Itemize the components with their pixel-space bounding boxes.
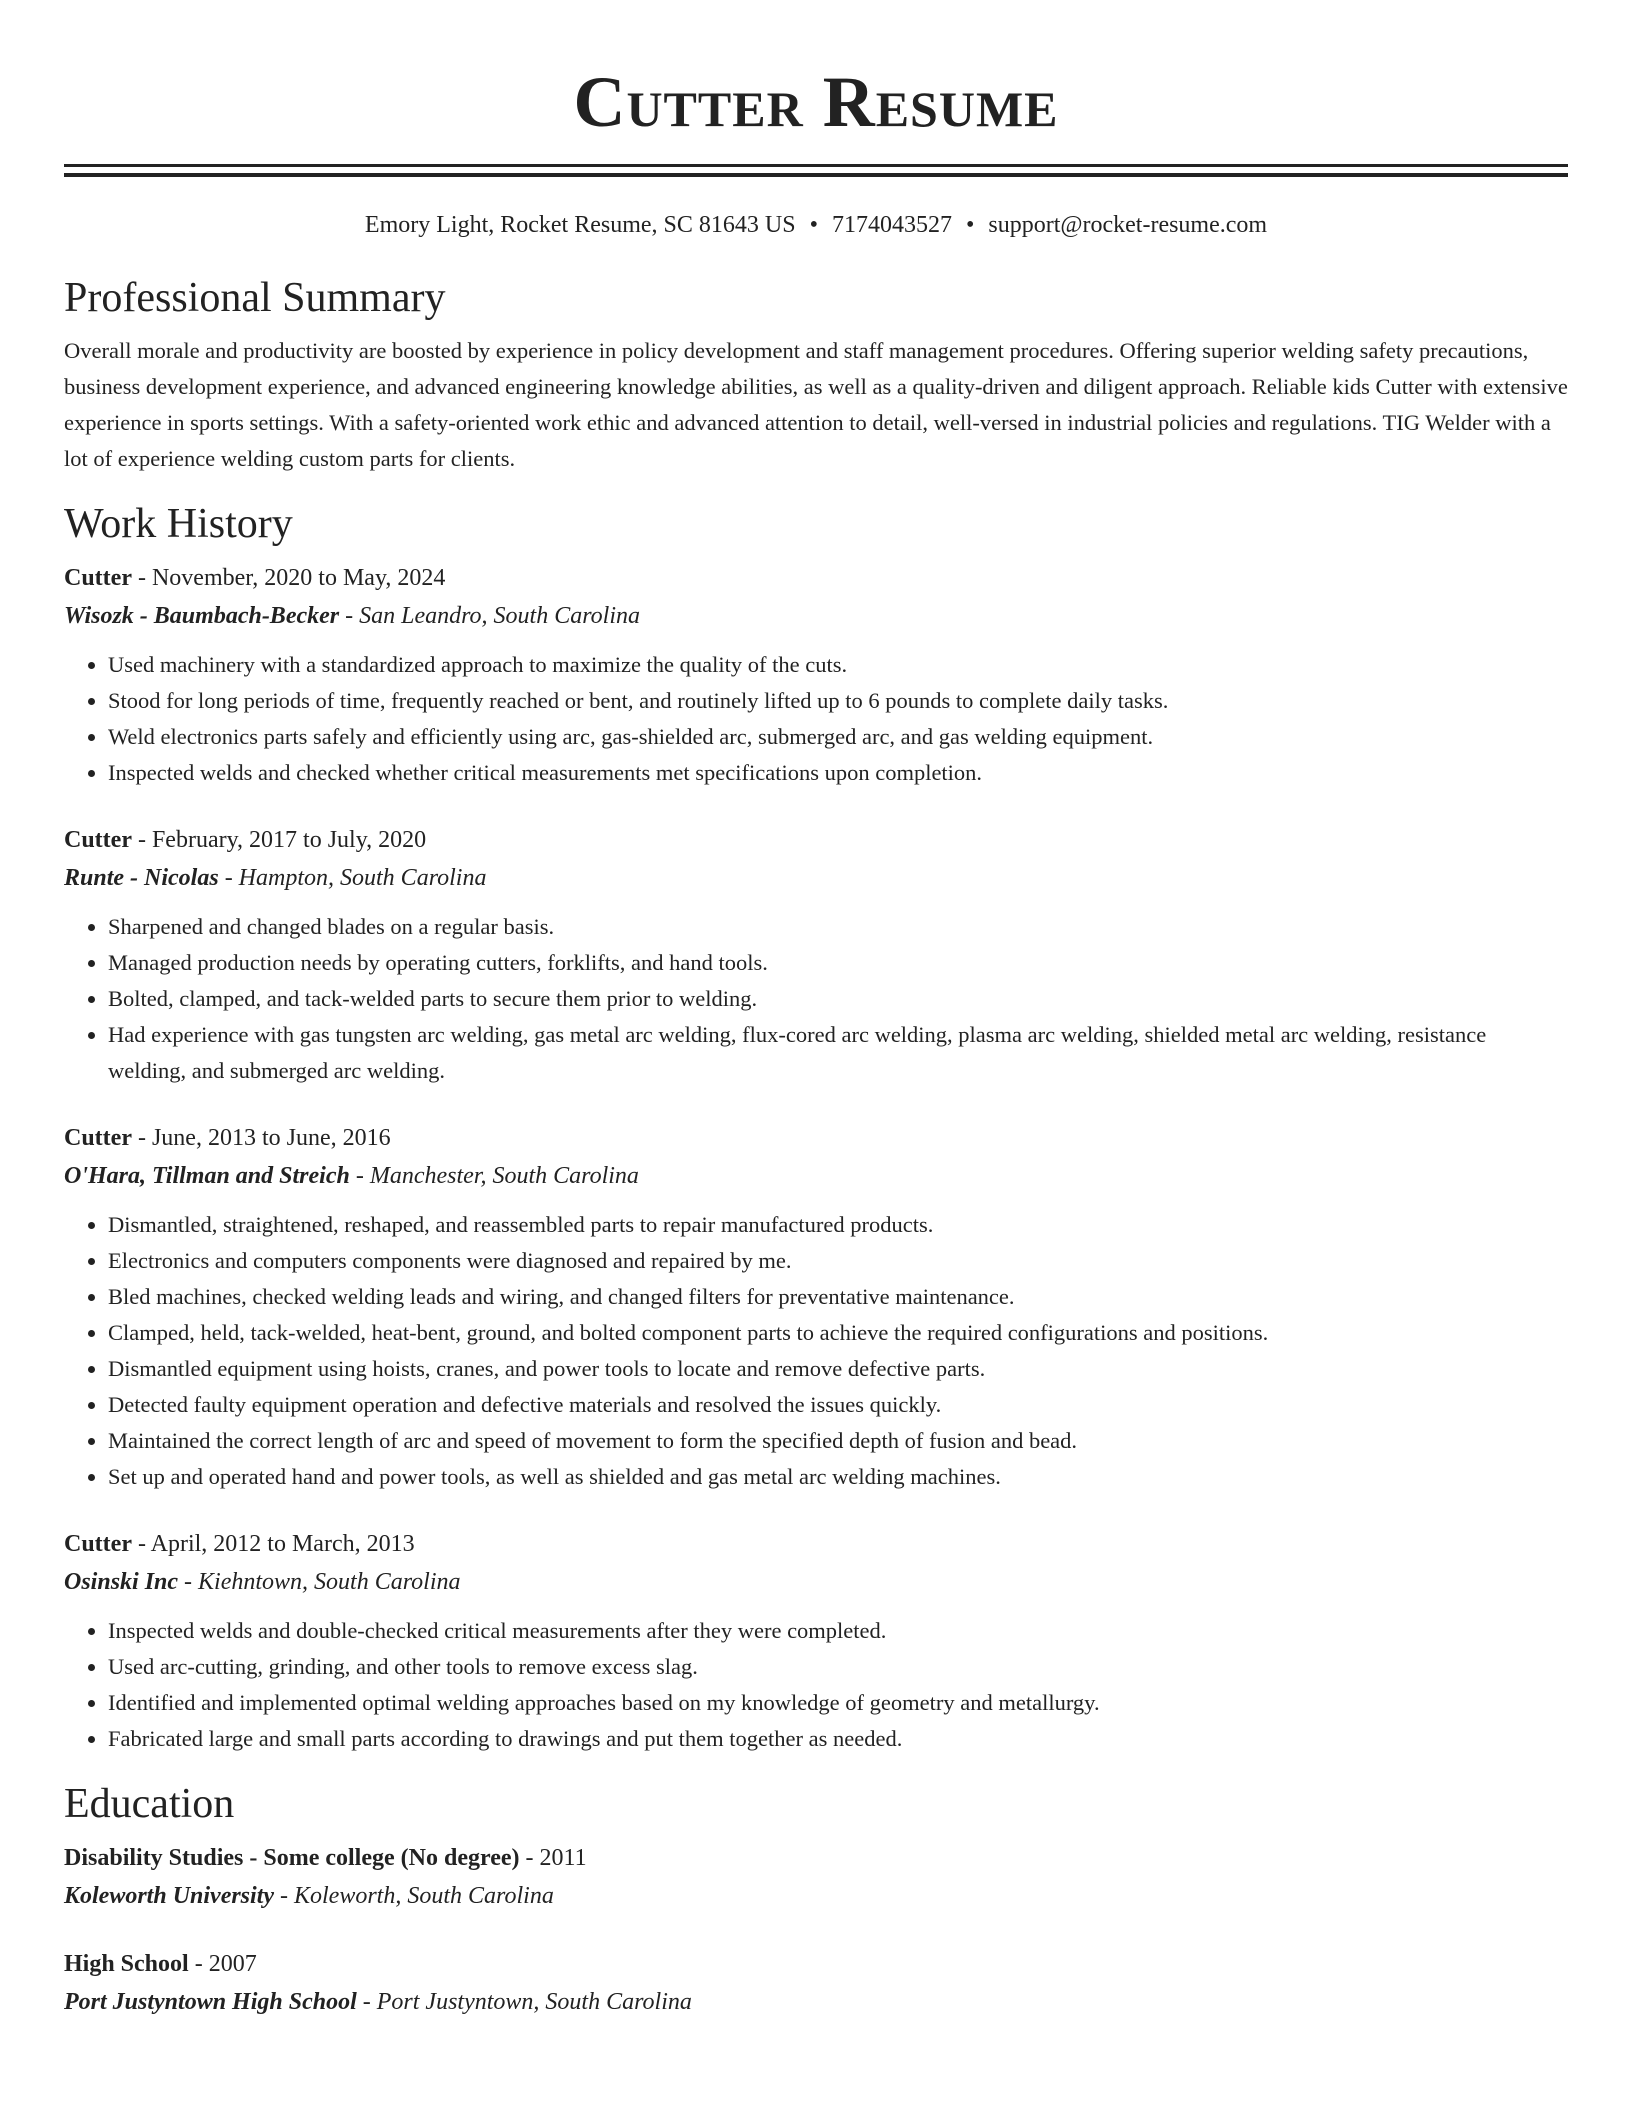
job-bullets [64, 909, 1568, 1089]
job-bullets [64, 1207, 1568, 1495]
job-bullet: • Maintained the correct length of arc and speed of movement to form the specified depth of fusion and bead. [108, 1423, 1568, 1459]
education-entry [64, 1839, 1568, 1915]
job-entry [64, 821, 1568, 1089]
education-degree-line [64, 1839, 1568, 1877]
education-school-line [64, 1877, 1568, 1915]
job-company-line [64, 859, 1568, 897]
work-history-heading: Work History [64, 501, 293, 547]
job-dates: - April, 2012 to March, 2013 [131, 1531, 415, 1557]
job-location: - Manchester, South Carolina [349, 1163, 639, 1189]
education-school-line [64, 1983, 1568, 2021]
job-bullet: • Inspected welds and checked whether critical measurements met specifications upon completion. [108, 755, 1568, 791]
education-year: - 2007 [188, 1951, 257, 1977]
summary-text: Overall morale and productivity are boosted by experience in policy development and staff management procedures. Offering superior welding safety precautions, business development experience, and advanced engineering knowledge abilities, as well as a quality-driven and diligent approach. Reliable kids Cutter with extensive experience in sports settings. With a safety-oriented work ethic and advanced attention to detail, well-versed in industrial policies and regulations. TIG Welder with a lot of experience welding custom parts for clients. [64, 338, 1568, 471]
resume-title: Cutter Resume [573, 62, 1059, 142]
job-bullet: • Set up and operated hand and power tools, as well as shielded and gas metal arc welding machines. [108, 1459, 1568, 1495]
job-company-line [64, 597, 1568, 635]
job-bullet: • Bolted, clamped, and tack-welded parts to secure them prior to welding. [108, 981, 1568, 1017]
job-bullet: • Clamped, held, tack-welded, heat-bent, ground, and bolted component parts to achieve the required configurations and positions. [108, 1315, 1568, 1351]
job-bullet: • Sharpened and changed blades on a regular basis. [108, 909, 1568, 945]
job-title: Cutter [64, 1125, 132, 1151]
job-company: Runte - Nicolas [64, 865, 219, 891]
education-heading: Education [64, 1781, 235, 1827]
job-company: Osinski Inc [64, 1569, 179, 1595]
job-entry [64, 1119, 1568, 1495]
job-bullet: • Detected faulty equipment operation and defective materials and resolved the issues quickly. [108, 1387, 1568, 1423]
job-bullet: • Dismantled equipment using hoists, cranes, and power tools to locate and remove defective parts. [108, 1351, 1568, 1387]
job-company: O'Hara, Tillman and Streich [64, 1163, 350, 1189]
job-bullet: • Used machinery with a standardized approach to maximize the quality of the cuts. [108, 647, 1568, 683]
education-location: - Koleworth, South Carolina [274, 1883, 554, 1909]
job-entry [64, 1525, 1568, 1757]
resume-page [64, 0, 1568, 2021]
job-location: - San Leandro, South Carolina [339, 603, 641, 629]
job-bullet: • Used arc-cutting, grinding, and other tools to remove excess slag. [108, 1649, 1568, 1685]
education-year: - 2011 [519, 1845, 587, 1871]
title-rule-bottom [64, 173, 1568, 177]
education-entry [64, 1945, 1568, 2021]
job-bullet: • Inspected welds and double-checked critical measurements after they were completed. [108, 1613, 1568, 1649]
job-bullet: • Managed production needs by operating cutters, forklifts, and hand tools. [108, 945, 1568, 981]
job-bullet: • Dismantled, straightened, reshaped, and reassembled parts to repair manufactured products. [108, 1207, 1568, 1243]
job-bullet: • Bled machines, checked welding leads and wiring, and changed filters for preventative maintenance. [108, 1279, 1568, 1315]
job-title-line [64, 1119, 1568, 1157]
contact-email: support@rocket-resume.com [988, 212, 1268, 238]
contact-phone: 7174043527 [831, 212, 952, 238]
job-bullet: • Weld electronics parts safely and efficiently using arc, gas-shielded arc, submerged arc, and gas welding equipment. [108, 719, 1568, 755]
contact-separator: • [965, 212, 975, 238]
education-school: Koleworth University [64, 1883, 275, 1909]
job-dates: - November, 2020 to May, 2024 [131, 565, 446, 591]
job-company-line [64, 1563, 1568, 1601]
contact-separator: • [809, 212, 818, 238]
job-company-line [64, 1157, 1568, 1195]
job-bullets [64, 647, 1568, 791]
title-rule-top [64, 164, 1568, 167]
job-bullet: • Fabricated large and small parts according to drawings and put them together as needed. [108, 1721, 1568, 1757]
education-location: - Port Justyntown, South Carolina [356, 1989, 692, 2015]
job-title-line [64, 559, 1568, 597]
contact-address: Emory Light, Rocket Resume, SC 81643 US [364, 212, 796, 238]
education-degree: Disability Studies - Some college (No degree) [64, 1845, 520, 1871]
job-bullets [64, 1613, 1568, 1757]
job-bullet: • Stood for long periods of time, frequently reached or bent, and routinely lifted up to 6 pounds to complete daily tasks. [108, 683, 1568, 719]
job-location: - Hampton, South Carolina [218, 865, 487, 891]
job-location: - Kiehntown, South Carolina [178, 1569, 461, 1595]
job-dates: - June, 2013 to June, 2016 [131, 1125, 391, 1151]
education-school: Port Justyntown High School [64, 1989, 357, 2015]
education-degree: High School [64, 1951, 189, 1977]
job-dates: - February, 2017 to July, 2020 [131, 827, 427, 853]
summary-heading: Professional Summary [64, 275, 446, 321]
job-entry [64, 559, 1568, 791]
job-title-line [64, 1525, 1568, 1563]
job-bullet: • Electronics and computers components were diagnosed and repaired by me. [108, 1243, 1568, 1279]
job-company: Wisozk - Baumbach-Becker [64, 603, 340, 629]
job-title: Cutter [64, 565, 132, 591]
job-title: Cutter [64, 1531, 132, 1557]
job-title: Cutter [64, 827, 132, 853]
job-bullet: • Had experience with gas tungsten arc welding, gas metal arc welding, flux-cored arc welding, plasma arc welding, shielded metal arc welding, resistance welding, and submerged arc welding. [108, 1017, 1568, 1089]
contact-line [64, 209, 1568, 241]
education-degree-line [64, 1945, 1568, 1983]
job-bullet: • Identified and implemented optimal welding approaches based on my knowledge of geometry and metallurgy. [108, 1685, 1568, 1721]
job-title-line [64, 821, 1568, 859]
